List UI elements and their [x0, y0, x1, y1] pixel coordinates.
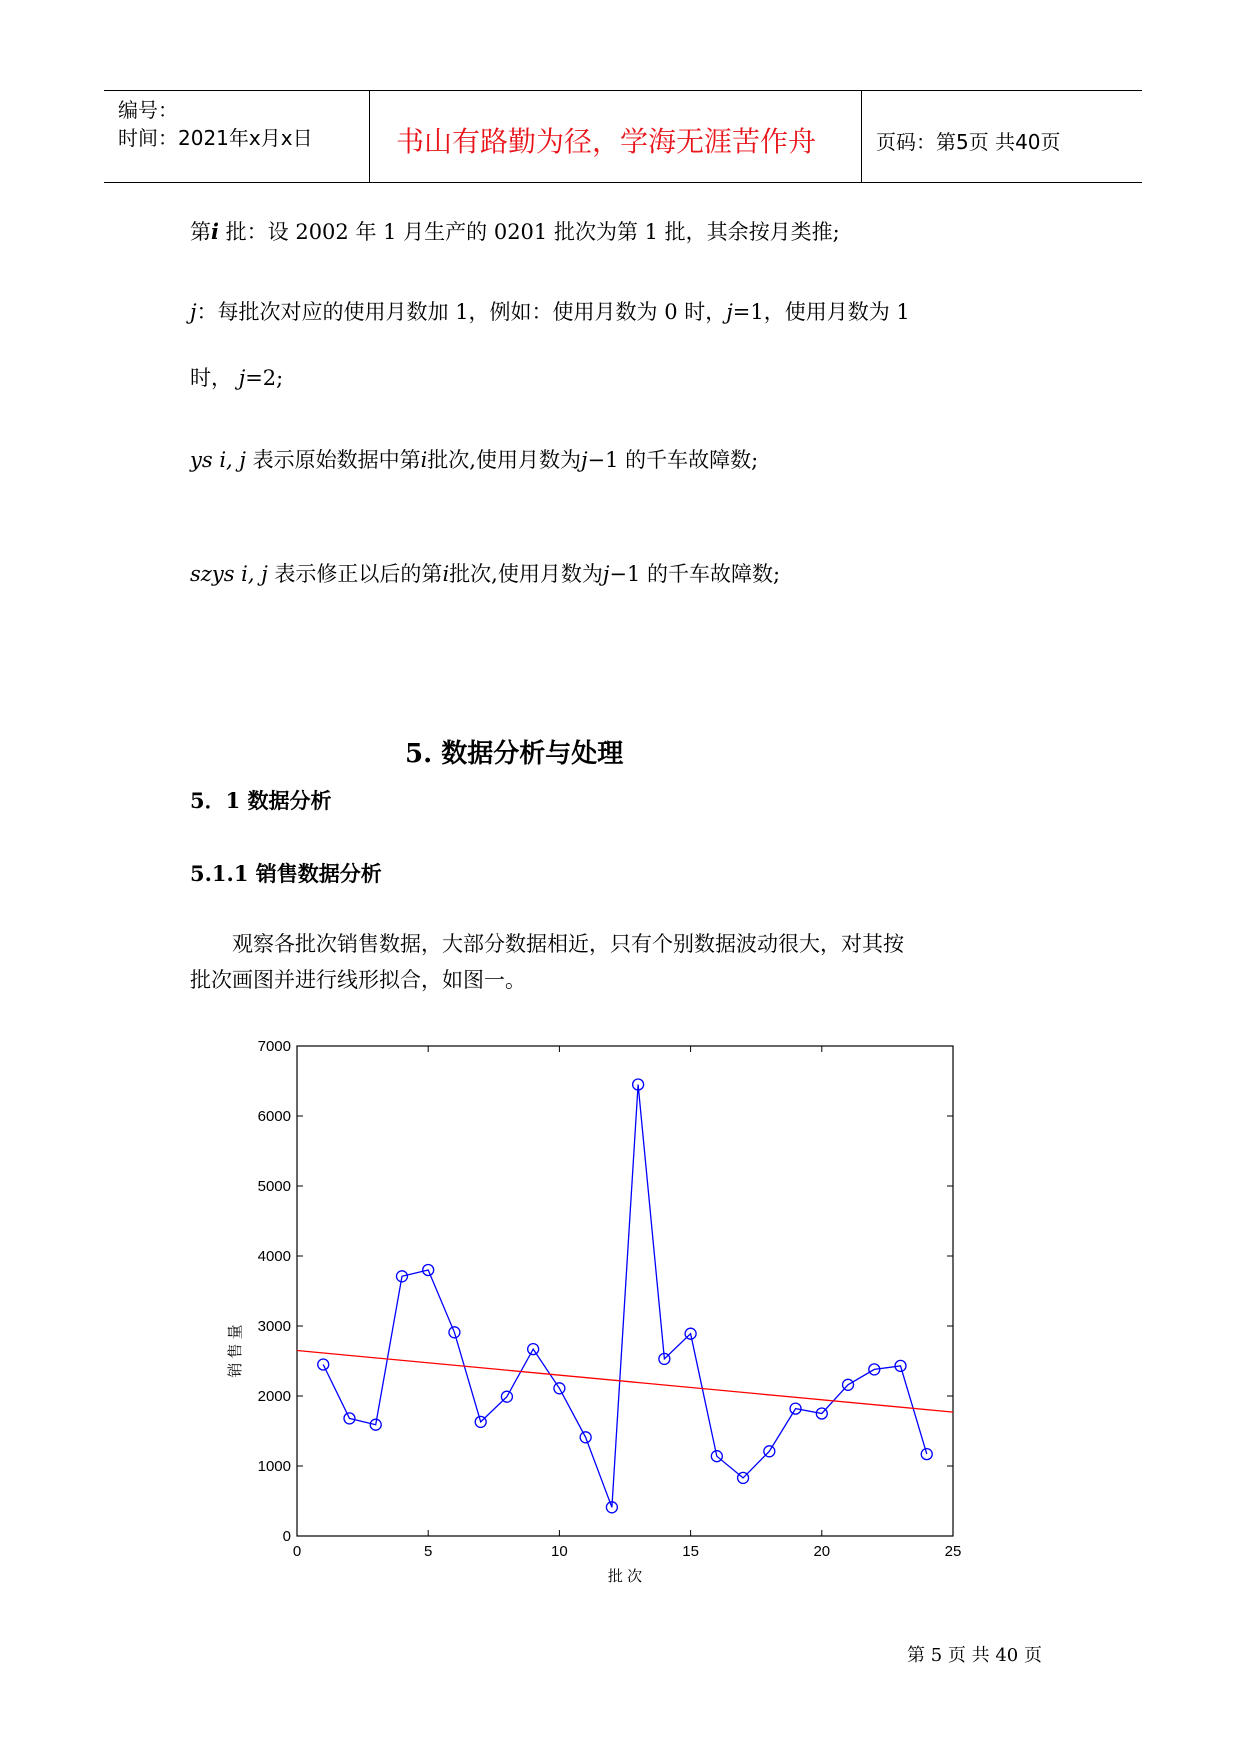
text: ：每批次对应的使用月数加 1，例如：使用月数为 0 时，: [196, 300, 727, 324]
page-label: 页码：: [876, 130, 936, 154]
header-bottom-rule: [104, 182, 1142, 183]
section-title: 5. 数据分析与处理: [405, 739, 624, 769]
symbol-i: i: [211, 219, 219, 244]
y-tick-label: 0: [282, 1528, 291, 1545]
text: 批：设 2002 年 1 月生产的 0201 批次为第 1 批，其余按月类推;: [218, 220, 840, 244]
symbol-j: j: [190, 300, 197, 324]
time-field: [118, 122, 313, 151]
symbol-j: j: [581, 448, 588, 472]
subsection-title: 5．1 数据分析: [190, 788, 332, 813]
paragraph-line-2: 批次画图并进行线形拟合，如图一。: [190, 968, 526, 992]
definition-ys: [190, 444, 758, 474]
sales-chart: [210, 1030, 990, 1590]
y-tick-label: 4000: [257, 1248, 291, 1265]
x-tick-label: 20: [813, 1543, 831, 1560]
y-tick-label: 3000: [257, 1318, 291, 1335]
y-tick-label: 6000: [257, 1108, 291, 1125]
symbol-j: j: [602, 562, 610, 586]
y-axis-label: 销 售 量: [227, 1324, 244, 1378]
symbol-ys: ys i, j: [190, 448, 246, 472]
x-tick-label: 25: [944, 1543, 962, 1560]
definition-szys: [190, 558, 780, 588]
text: =2;: [245, 366, 284, 390]
page-value: 第5页 共40页: [936, 130, 1061, 154]
text: 第: [190, 220, 211, 244]
text: 批次,使用月数为: [427, 448, 581, 472]
x-tick-label: 15: [682, 1543, 699, 1560]
text: 批次,使用月数为: [449, 562, 603, 586]
subsubsection-title: 5.1.1 销售数据分析: [190, 861, 382, 886]
header-divider-right: [861, 90, 862, 182]
x-tick-label: 10: [551, 1543, 568, 1560]
symbol-j: j: [238, 366, 246, 390]
y-tick-label: 7000: [257, 1038, 291, 1055]
text: 表示修正以后的第: [267, 562, 443, 586]
text: =1，使用月数为 1: [732, 300, 910, 324]
definition-j: [190, 296, 910, 326]
page-footer: 第 5 页 共 40 页: [907, 1645, 1042, 1666]
serial-label: 编号：: [118, 98, 178, 122]
definition-j-cont: [190, 362, 283, 392]
symbol-szys: szys i, j: [190, 562, 268, 586]
paragraph-line-1: 观察各批次销售数据，大部分数据相近，只有个别数据波动很大，对其按: [232, 932, 904, 956]
text: 表示原始数据中第: [245, 448, 421, 472]
time-value: 2021年x月x日: [178, 126, 313, 150]
header-motto: 书山有路勤为径，学海无涯苦作舟: [396, 125, 817, 158]
time-label: 时间：: [118, 126, 178, 150]
y-tick-label: 2000: [257, 1388, 291, 1405]
y-tick-label: 5000: [257, 1178, 291, 1195]
symbol-j: j: [726, 300, 733, 324]
header-top-rule: [104, 90, 1142, 91]
definition-i: [190, 216, 840, 246]
header-divider-left: [369, 90, 370, 182]
page-number: [876, 126, 1061, 155]
symbol-i: i: [420, 448, 428, 472]
x-tick-label: 5: [424, 1543, 433, 1560]
text: 时，: [190, 366, 232, 390]
x-axis-label: 批 次: [607, 1568, 643, 1585]
symbol-i: i: [442, 562, 450, 586]
text: −1 的千车故障数;: [609, 562, 781, 586]
text: −1 的千车故障数;: [587, 448, 759, 472]
y-tick-label: 1000: [257, 1458, 291, 1475]
x-tick-label: 0: [292, 1543, 302, 1560]
